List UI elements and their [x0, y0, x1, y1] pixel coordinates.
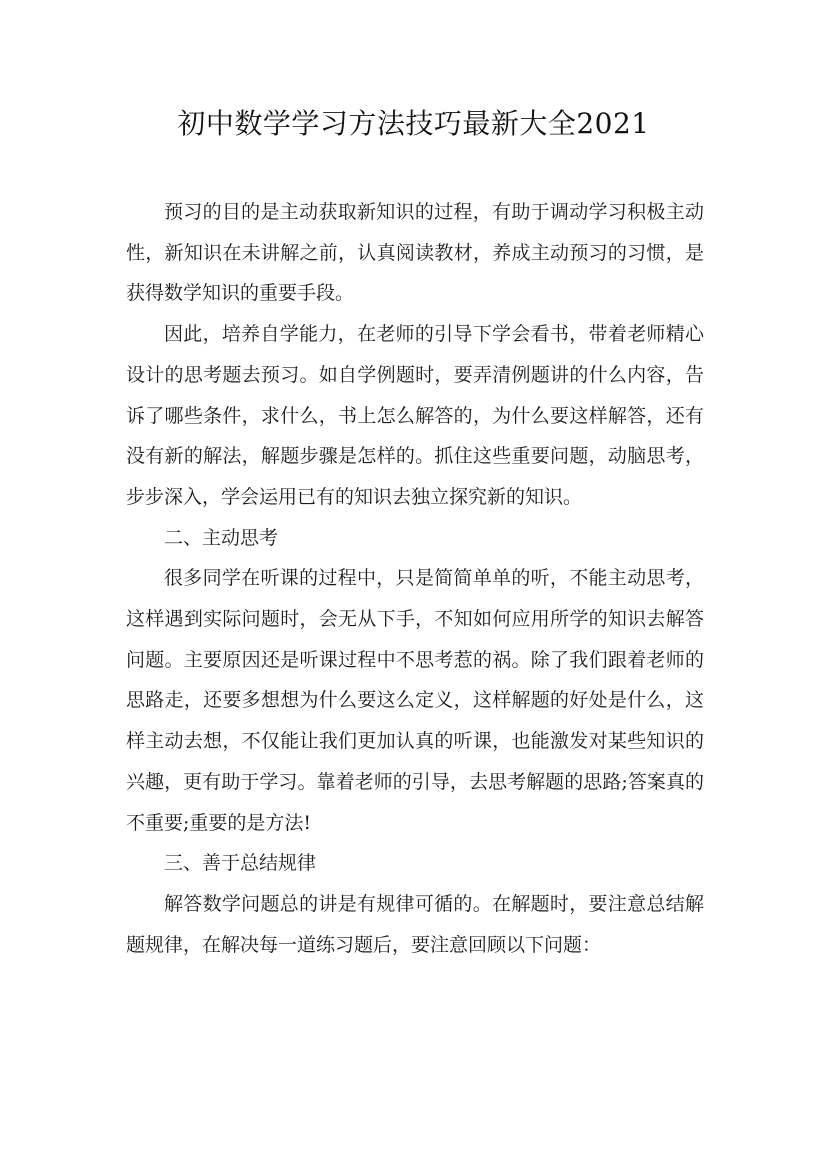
paragraph-summarize-rules: 解答数学问题总的讲是有规律可循的。在解题时，要注意总结解题规律，在解决每一道练习题后，要注意回顾以下问题： — [126, 892, 704, 956]
paragraph-self-study: 因此，培养自学能力，在老师的引导下学会看书，带着老师精心设计的思考题去预习。如自学例题时，要弄清例题讲的什么内容，告诉了哪些条件，求什么，书上怎么解答的，为什么要这样解答，还有没有新的解法，解题步骤是怎样的。抓住这些重要问题，动脑思考，步步深入，学会运用已有的知识去独立探究新的知识。 — [126, 323, 704, 508]
paragraph-active-thinking: 很多同学在听课的过程中，只是简简单单的听，不能主动思考，这样遇到实际问题时，会无从下手，不知如何应用所学的知识去解答问题。主要原因还是听课过程中不思考惹的祸。除了我们跟着老师的思路走，还要多想想为什么要这么定义，这样解题的好处是什么，这样主动去想，不仅能让我们更加认真的听课，也能激发对某些知识的兴趣，更有助于学习。靠着老师的引导，去思考解题的思路;答案真的不重要;重要的是方法! — [126, 567, 704, 834]
document-body — [126, 192, 704, 965]
paragraph-preview-purpose: 预习的目的是主动获取新知识的过程，有助于调动学习积极主动性，新知识在未讲解之前，认真阅读教材，养成主动预习的习惯，是获得数学知识的重要手段。 — [126, 201, 704, 305]
document-title: 初中数学学习方法技巧最新大全2021 — [177, 107, 650, 140]
section-heading-active-thinking: 二、主动思考 — [164, 526, 279, 549]
section-heading-summarize-rules: 三、善于总结规律 — [164, 852, 317, 875]
